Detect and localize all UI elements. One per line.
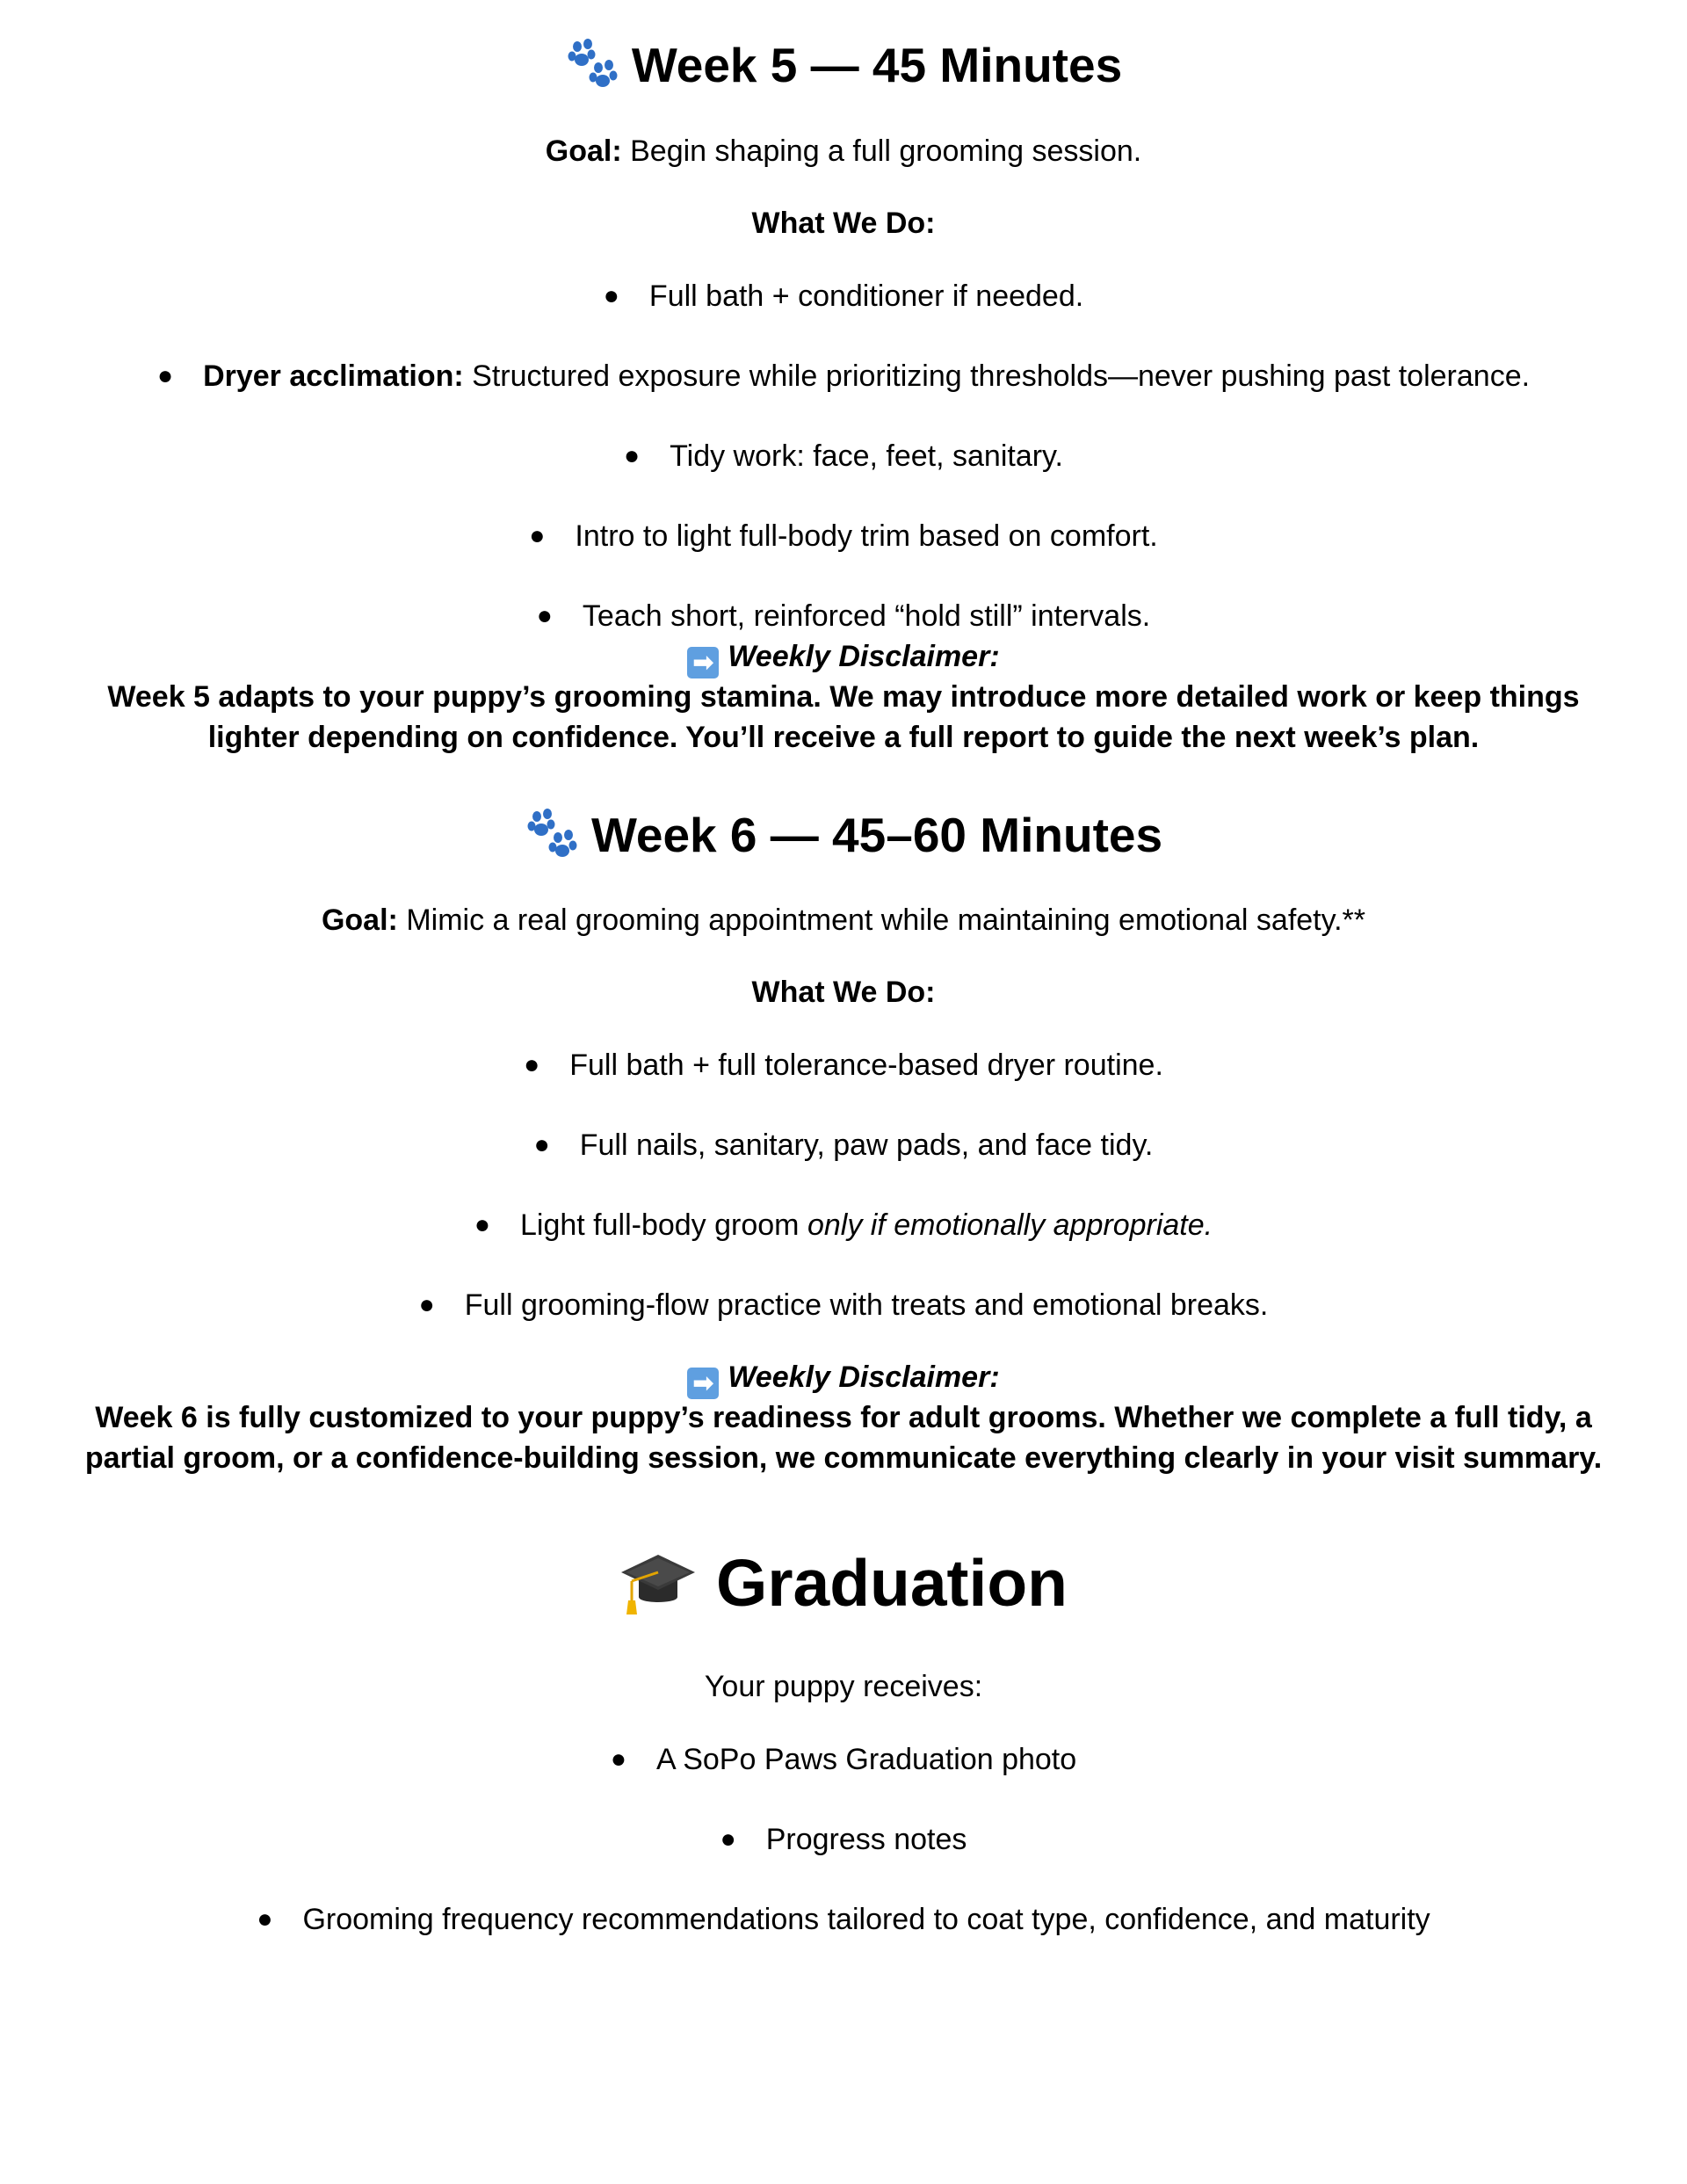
list-item [0, 1208, 1687, 1243]
week6-disclaimer-heading [0, 1360, 1687, 1399]
week5-title: Week 5 — 45 Minutes [631, 38, 1123, 92]
paw-prints-icon [565, 39, 619, 99]
bullet-icon: ● [474, 1210, 490, 1239]
list-item-text: Intro to light full-body trim based on comfort. [575, 519, 1158, 553]
week5-what-label: What We Do: [751, 207, 936, 240]
list-item-text: Structured exposure while prioritizing thresholds—never pushing past tolerance. [463, 359, 1531, 393]
week6-goal-text: Mimic a real grooming appointment while maintaining emotional safety.** [397, 903, 1366, 937]
list-item-text: Full bath + conditioner if needed. [648, 279, 1084, 313]
list-item-text: Teach short, reinforced “hold still” intervals. [582, 599, 1151, 633]
bullet-icon: ● [524, 1050, 540, 1079]
list-item [0, 1823, 1687, 1857]
graduation-cap-icon [619, 1546, 697, 1631]
list-item-text: A SoPo Paws Graduation photo [655, 1743, 1077, 1776]
list-item-text: Grooming frequency recommendations tailored to coat type, confidence, and maturity [302, 1903, 1430, 1936]
bullet-icon: ● [610, 1745, 626, 1774]
list-item-label: Dryer acclimation: [203, 359, 464, 393]
list-item-text: Light full-body groom [520, 1208, 807, 1242]
week6-goal [0, 903, 1687, 938]
list-item-text: Full bath + full tolerance-based dryer routine. [569, 1048, 1163, 1082]
list-item [0, 279, 1687, 314]
week6-what-label: What We Do: [751, 976, 936, 1009]
week5-disclaimer-line: Week 5 adapts to your puppy’s grooming stamina. We may introduce more detailed work or keep things [107, 680, 1580, 714]
week6-disclaimer-label: Weekly Disclaimer: [728, 1360, 1000, 1394]
list-item [0, 359, 1687, 394]
list-item [0, 1128, 1687, 1163]
week5-disclaimer-line: lighter depending on confidence. You’ll receive a full report to guide the next week’s plan. [207, 721, 1480, 754]
list-item [0, 519, 1687, 554]
week5-disclaimer-label: Weekly Disclaimer: [728, 640, 1000, 673]
graduation-title: Graduation [715, 1546, 1068, 1620]
list-item [0, 439, 1687, 474]
week5-goal [0, 134, 1687, 169]
list-item [0, 1743, 1687, 1777]
list-item [0, 1288, 1687, 1323]
list-item-text: Full nails, sanitary, paw pads, and face tidy. [579, 1128, 1154, 1162]
list-item [0, 1903, 1687, 1937]
bullet-icon: ● [529, 521, 546, 550]
list-item [0, 1048, 1687, 1083]
week6-disclaimer-line: partial groom, or a confidence-building session, we communicate everything clearly in your visit summary. [84, 1441, 1603, 1475]
week5-goal-text: Begin shaping a full grooming session. [621, 134, 1142, 168]
bullet-icon: ● [603, 281, 619, 310]
week5-goal-label: Goal: [545, 134, 622, 168]
bullet-icon: ● [536, 601, 553, 630]
right-arrow-icon: ➡ [687, 1368, 719, 1399]
bullet-icon: ● [720, 1825, 736, 1854]
list-item [0, 599, 1687, 634]
week6-heading [0, 808, 1687, 869]
week5-disclaimer-heading [0, 640, 1687, 678]
graduation-intro: Your puppy receives: [704, 1670, 983, 1703]
week6-disclaimer-line: Week 6 is fully customized to your puppy’s readiness for adult grooms. Whether we complete a full tidy, a [95, 1401, 1592, 1434]
bullet-icon: ● [156, 361, 174, 390]
bullet-icon: ● [533, 1130, 550, 1159]
bullet-icon: ● [257, 1905, 273, 1934]
list-item-emphasis: only if emotionally appropriate. [807, 1208, 1213, 1242]
list-item-text: Tidy work: face, feet, sanitary. [670, 439, 1063, 473]
list-item-text: Progress notes [765, 1823, 967, 1856]
week6-title: Week 6 — 45–60 Minutes [590, 808, 1163, 862]
bullet-icon: ● [418, 1290, 435, 1319]
bullet-icon: ● [624, 441, 641, 470]
paw-prints-icon [525, 809, 579, 869]
list-item-text: Full grooming-flow practice with treats and emotional breaks. [464, 1288, 1269, 1322]
right-arrow-icon: ➡ [687, 647, 719, 678]
week6-goal-label: Goal: [321, 903, 398, 937]
week5-heading [0, 38, 1687, 99]
graduation-heading [0, 1545, 1687, 1631]
